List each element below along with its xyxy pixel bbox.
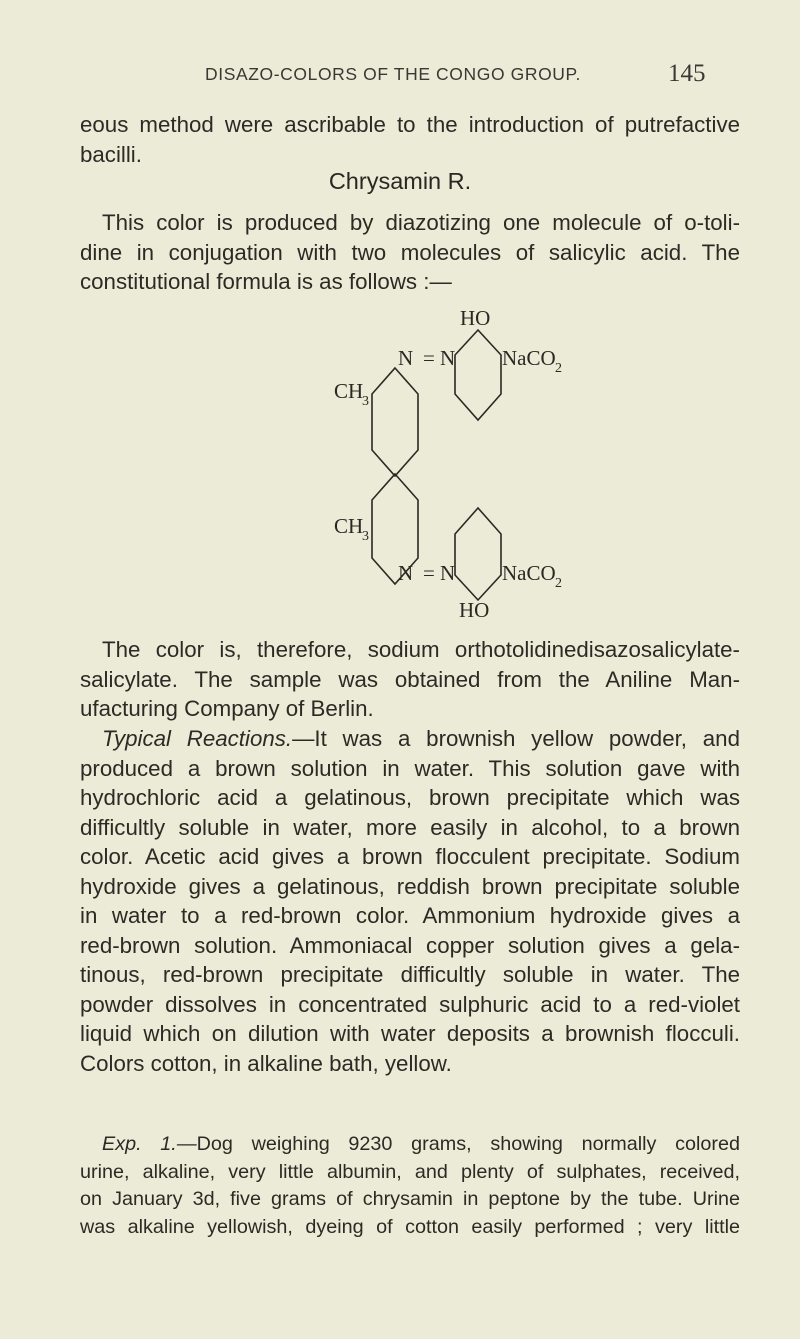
running-title: DISAZO-COLORS OF THE CONGO GROUP.	[205, 64, 582, 84]
text-line: red-brown solution. Ammoniacal copper solution gives a gela-	[80, 932, 740, 958]
text-line: liquid which on dilution with water deposits a brownish flocculi.	[80, 1021, 740, 1046]
text-line: The color is, therefore, sodium orthotolidinedisazosalicylate-	[102, 637, 740, 662]
text-line: urine, alkaline, very little albumin, and plenty of sulphates, received,	[80, 1160, 740, 1183]
page-number: 145	[668, 60, 706, 87]
paragraph-identity	[80, 635, 740, 724]
formula-n-top-right: N	[440, 346, 456, 370]
formula-n-top-left: N	[398, 346, 414, 370]
text-line: This color is produced by diazotizing one molecule of o-toli-	[102, 210, 740, 235]
formula-equals-bottom: =	[423, 561, 435, 585]
formula-n-bottom-left: N	[398, 561, 414, 585]
text-line: in water to a red-brown color. Ammonium hydroxide gives a	[80, 903, 740, 928]
section-title: Chrysamin R.	[328, 168, 472, 194]
structural-formula	[0, 0, 800, 660]
text-line: hydroxide gives a gelatinous, reddish brown precipitate soluble	[80, 873, 740, 899]
text-line: tinous, red-brown precipitate difficultly soluble in water. The	[80, 962, 740, 987]
text-line: difficultly soluble in water, more easily in alcohol, to a brown	[80, 814, 740, 840]
text-line: eous method were ascribable to the introduction of putrefactive	[80, 112, 740, 137]
benzene-ring-bottom-right	[455, 508, 501, 600]
text-line: dine in conjugation with two molecules of salicylic acid. The	[80, 239, 740, 265]
text-line: Typical Reactions.—It was a brownish yellow powder, and	[102, 726, 740, 751]
paragraph-reactions	[80, 724, 740, 1078]
formula-naco2-top: NaCO	[502, 346, 556, 370]
formula-ch3-top: CH	[334, 379, 364, 403]
text-line: Colors cotton, in alkaline bath, yellow.	[80, 1050, 452, 1076]
text-line: Exp. 1.—Dog weighing 9230 grams, showing normally colored	[102, 1133, 740, 1155]
reactions-label: Typical Reactions.	[102, 726, 293, 751]
text-line: salicylate. The sample was obtained from the Aniline Man-	[80, 666, 740, 692]
formula-ho-bottom: HO	[459, 598, 490, 622]
text-line: hydrochloric acid a gelatinous, brown precipitate which was	[80, 785, 740, 810]
formula-n-bottom-right: N	[440, 561, 456, 585]
text-line: ufacturing Company of Berlin.	[80, 696, 374, 721]
text-line: was alkaline yellowish, dyeing of cotton easily performed ; very little	[80, 1215, 740, 1238]
formula-ch3-bottom: CH	[334, 514, 364, 538]
formula-ch3-bottom-sub: 3	[362, 529, 369, 544]
formula-naco2-bottom: NaCO	[502, 561, 556, 585]
text-line: color. Acetic acid gives a brown flocculent precipitate. Sodium	[80, 844, 740, 869]
experiment-paragraph	[80, 1131, 740, 1241]
text-line: produced a brown solution in water. This solution gave with	[80, 755, 740, 781]
experiment-label: Exp. 1.	[102, 1133, 177, 1155]
text-line: constitutional formula is as follows :—	[80, 269, 452, 294]
benzene-ring-top-left	[372, 368, 418, 476]
benzene-ring-top-right	[455, 330, 501, 420]
formula-naco2-top-sub: 2	[555, 361, 562, 376]
formula-equals-top: =	[423, 346, 435, 370]
formula-naco2-bottom-sub: 2	[555, 576, 562, 591]
text-line: on January 3d, five grams of chrysamin in peptone by the tube. Urine	[80, 1188, 740, 1210]
formula-ch3-top-sub: 3	[362, 394, 369, 409]
text-line: powder dissolves in concentrated sulphuric acid to a red-violet	[80, 991, 740, 1017]
text-line: bacilli.	[80, 141, 142, 167]
formula-ho-top: HO	[460, 306, 491, 330]
